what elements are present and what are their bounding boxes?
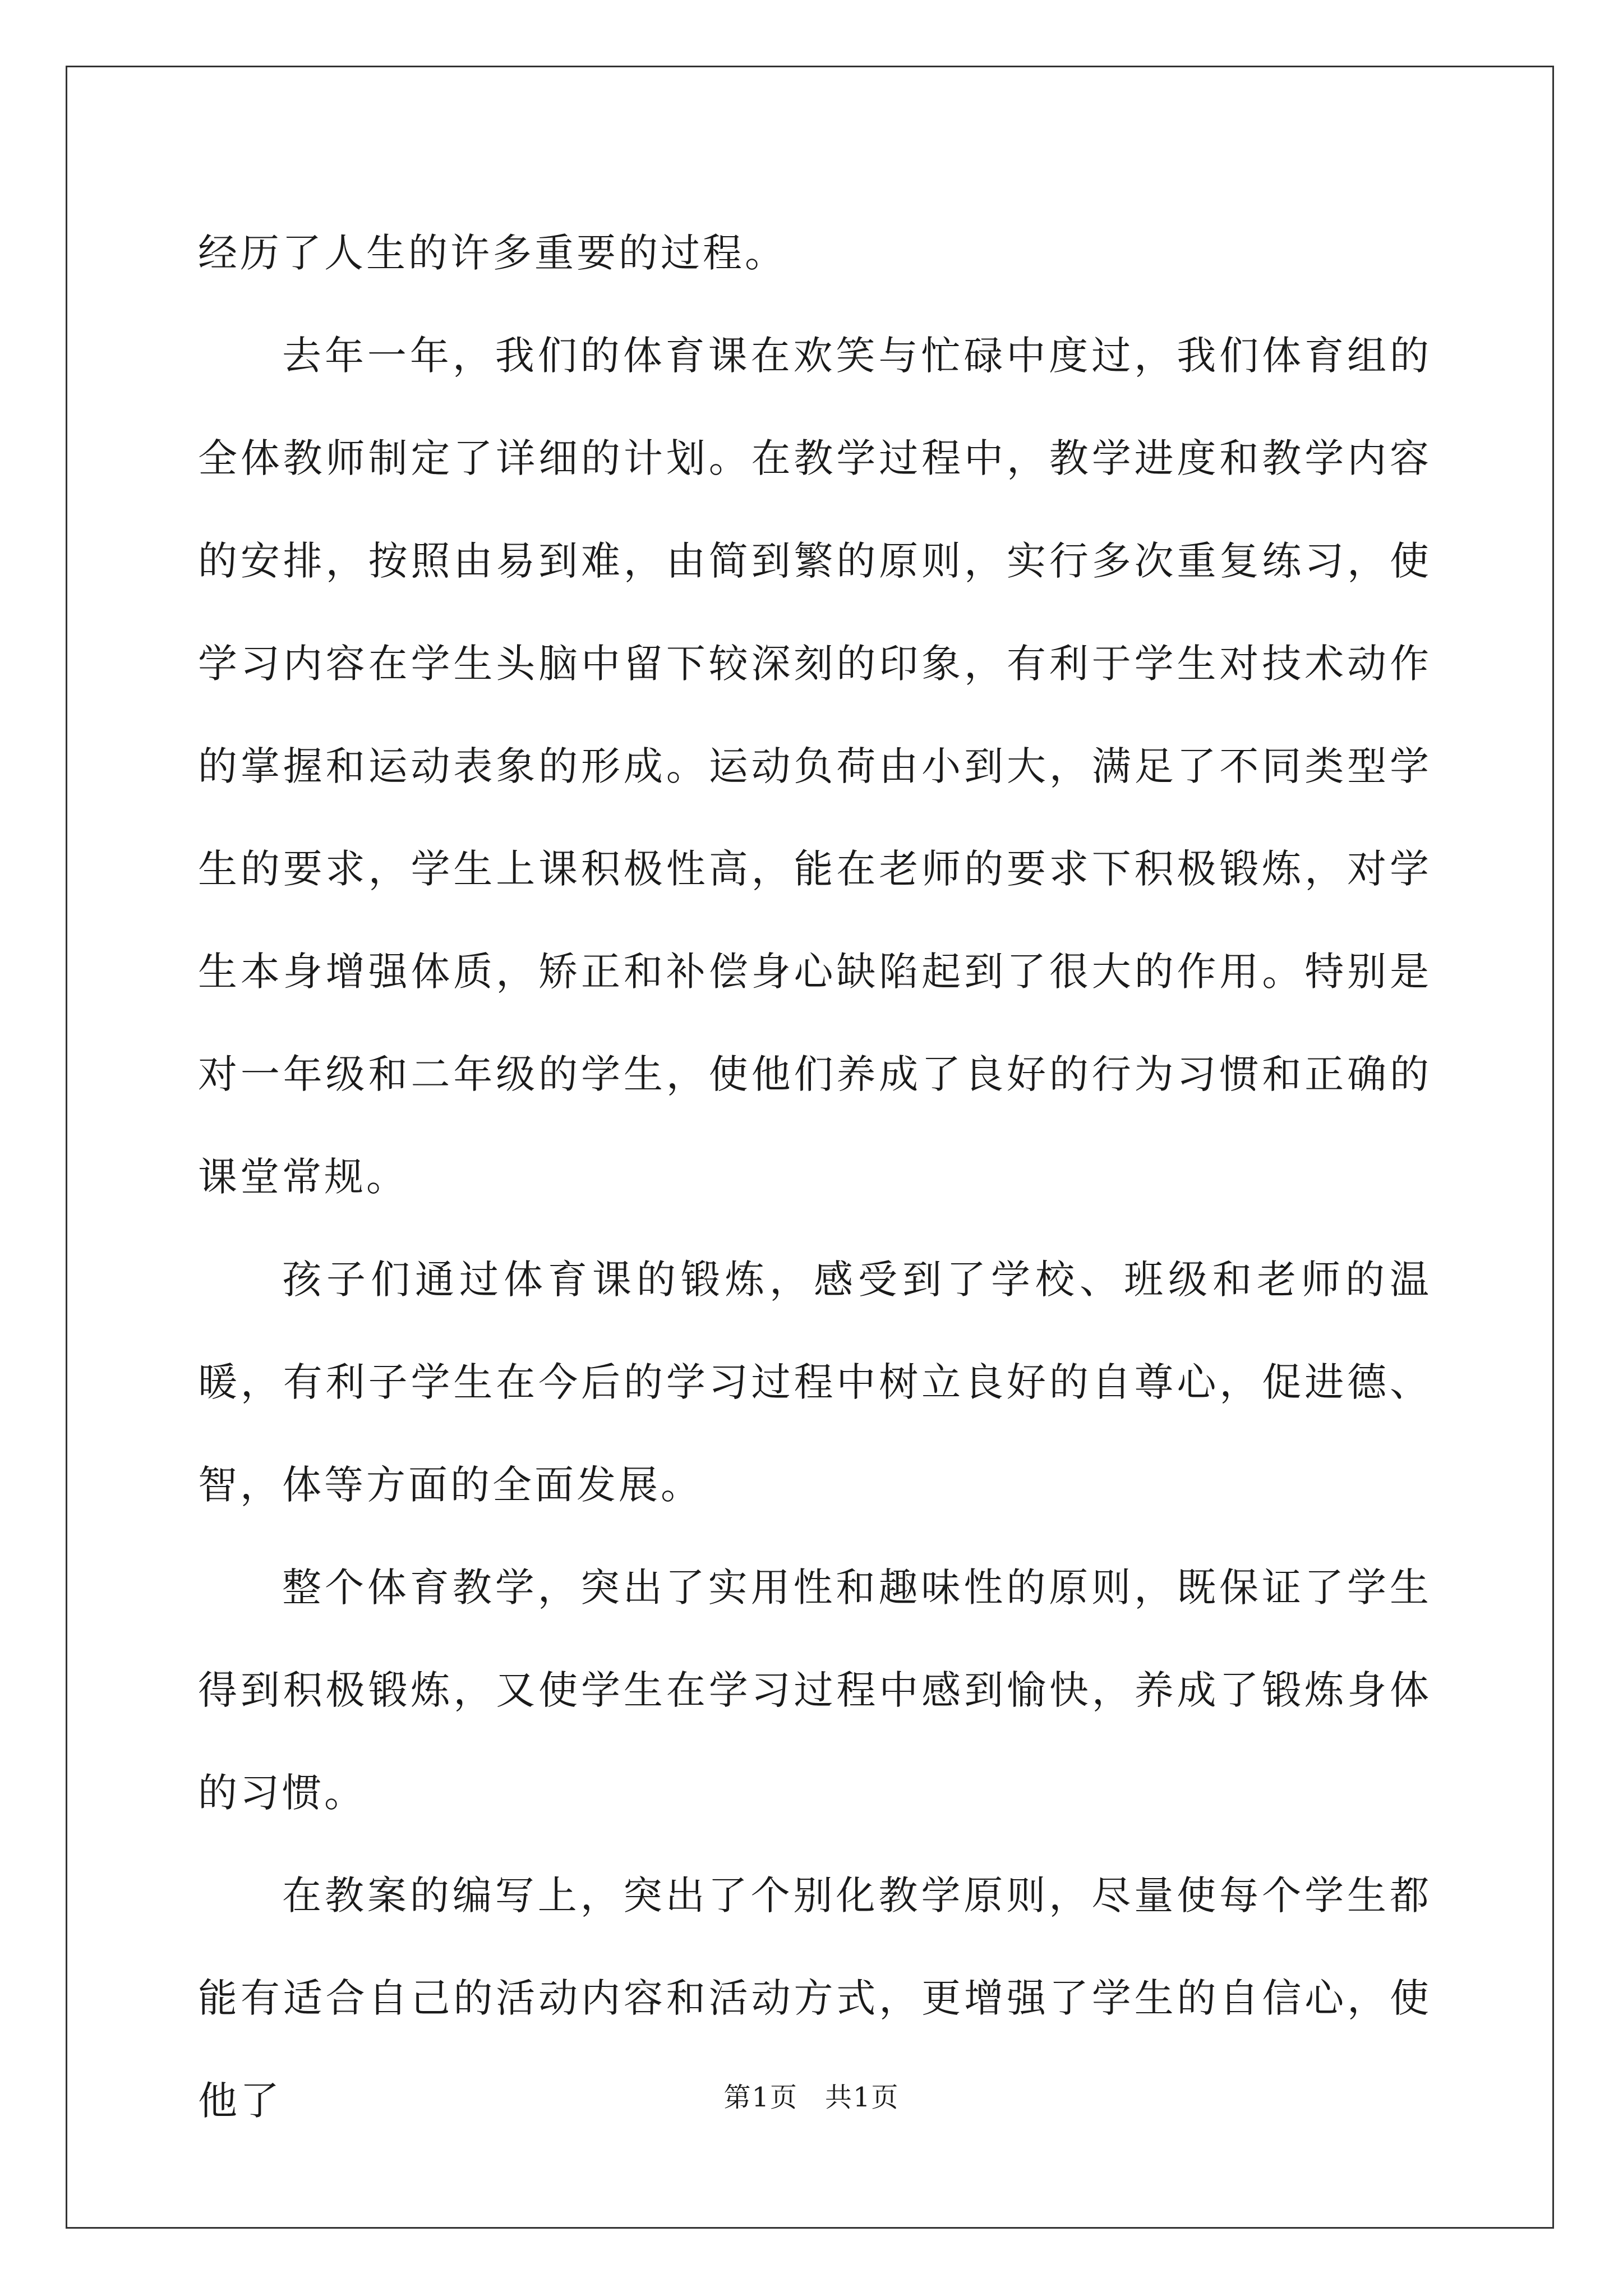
paragraph-5: 在教案的编写上，突出了个别化教学原则，尽量使每个学生都能有适合自己的活动内容和活动方式，更增强了学生的自信心，使他了 (198, 1872, 1432, 2124)
page-count: 共1页 (825, 2082, 900, 2113)
page-footer (0, 2076, 1623, 2114)
paragraph-4: 整个体育教学，突出了实用性和趣味性的原则，既保证了学生得到积极锻炼，又使学生在学习过程中感到愉快，养成了锻炼身体的习惯。 (198, 1565, 1432, 1816)
document-body (198, 202, 1432, 2152)
paragraph-1: 经历了人生的许多重要的过程。 (198, 230, 787, 276)
paragraph-3: 孩子们通过体育课的锻炼，感受到了学校、班级和老师的温暖，有利子学生在今后的学习过程中树立良好的自尊心，促进德、智，体等方面的全面发展。 (198, 1257, 1432, 1508)
paragraph-2: 去年一年，我们的体育课在欢笑与忙碌中度过，我们体育组的全体教师制定了详细的计划。在教学过程中，教学进度和教学内容的安排，按照由易到难，由简到繁的原则，实行多次重复练习，使学习内容在学生头脑中留下较深刻的印象，有利于学生对技术动作的掌握和运动表象的形成。运动负荷由小到大，满足了不同类型学生的要求，学生上课积极性高，能在老师的要求下积极锻炼，对学生本身增强体质，矫正和补偿身心缺陷起到了很大的作用。特别是对一年级和二年级的学生，使他们养成了良好的行为习惯和正确的课堂常规。 (198, 333, 1432, 1200)
page-number: 第1页 (723, 2082, 798, 2113)
